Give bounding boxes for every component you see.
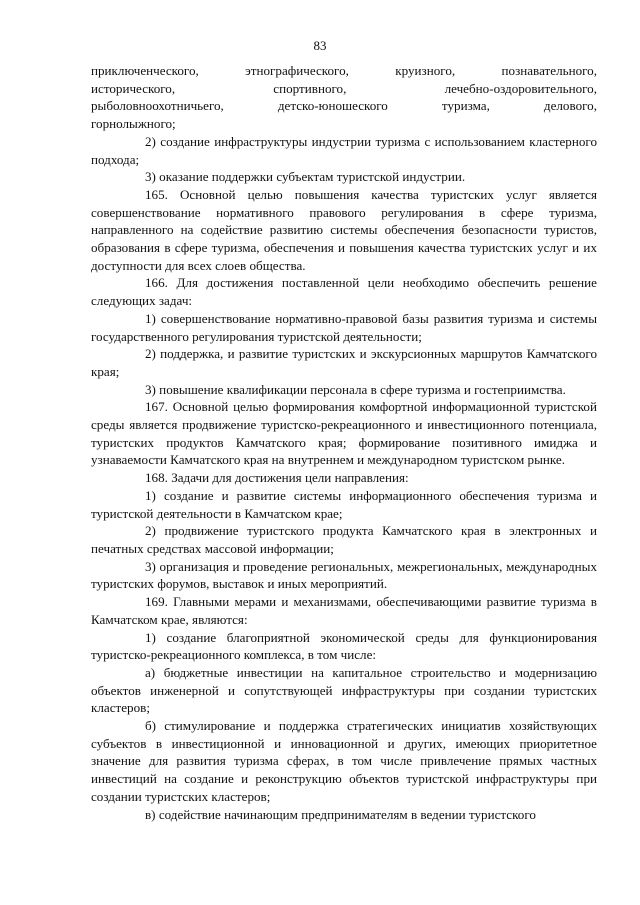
list-item-168-1: 1) создание и развитие системы информационного обеспечения туризма и туристской деятельности в Камчатском крае; — [91, 487, 597, 521]
text-line: приключенческого, этнографического, круизного, познавательного, — [91, 63, 597, 78]
body-text — [91, 62, 597, 823]
text-line: рыболовноохотничьего, детско-юношеского туризма, делового, — [91, 98, 597, 114]
paragraph-166: 166. Для достижения поставленной цели необходимо обеспечить решение следующих задач: — [91, 275, 597, 309]
list-item-169-1: 1) создание благоприятной экономической среды для функционирования туристско-рекреационного комплекса, в том числе: — [91, 629, 597, 663]
list-item-168-3: 3) организация и проведение региональных, межрегиональных, международных туристских форумов, выставок и иных мероприятий. — [91, 558, 597, 592]
page-number: 83 — [313, 38, 327, 53]
paragraph-169: 169. Главными мерами и механизмами, обеспечивающими развитие туризма в Камчатском крае, являются: — [91, 594, 597, 627]
paragraph-167: 167. Основной целью формирования комфортной информационной туристской среды является продвижение туристско-рекреационного и инвестиционного потенциала, туристских продуктов Камчатского края; формирование позитивного имиджа и узнаваемости Камчатского края на внутреннем и международном туристском рынке. — [91, 399, 597, 468]
text-line: горнолыжного; — [91, 116, 176, 132]
list-item-166-3: 3) повышение квалификации персонала в сфере туризма и гостеприимства. — [145, 381, 566, 397]
list-item-168-2: 2) продвижение туристского продукта Камчатского края в электронных и печатных средствах массовой информации; — [91, 523, 597, 556]
paragraph-165: 165. Основной целью повышения качества туристских услуг является совершенствование нормативного правового регулирования в сфере туризма, направленного на содействие развитию системы обеспечения безопасности туристов, образования в сфере туризма, обеспечения и повышения качества туристских услуг и их доступности для всех слоев общества. — [91, 186, 597, 273]
list-item-169-1v: в) содействие начинающим предпринимателям в ведении туристского — [145, 806, 536, 822]
paragraph-168: 168. Задачи для достижения цели направления: — [145, 470, 409, 486]
list-item-2-infrastructure: 2) создание инфраструктуры индустрии туризма с использованием кластерного подхода; — [91, 133, 597, 167]
text-line: исторического, спортивного, лечебно-оздоровительного, — [91, 80, 597, 96]
paragraph-tourism-types — [91, 62, 597, 133]
list-item-166-1: 1) совершенствование нормативно-правовой базы развития туризма и системы государственного регулирования туристской деятельности; — [91, 310, 597, 344]
list-item-169-1a: а) бюджетные инвестиции на капитальное строительство и модернизацию объектов инженерной и сопутствующей инфраструктуры при создании туристских кластеров; — [91, 664, 597, 716]
list-item-3-support: 3) оказание поддержки субъектам туристской индустрии. — [145, 169, 466, 185]
list-item-166-2: 2) поддержка, и развитие туристских и экскурсионных маршрутов Камчатского края; — [91, 346, 597, 379]
list-item-169-1b: б) стимулирование и поддержка стратегических инициатив хозяйствующих субъектов в инвестиционной и инновационной и других, имеющих приоритетное значение для развития туризма сферах, в том числе привлечение прямых частных инвестиций на создание и реконструкцию объектов туристской инфраструктуры при создании туристских кластеров; — [91, 718, 597, 804]
